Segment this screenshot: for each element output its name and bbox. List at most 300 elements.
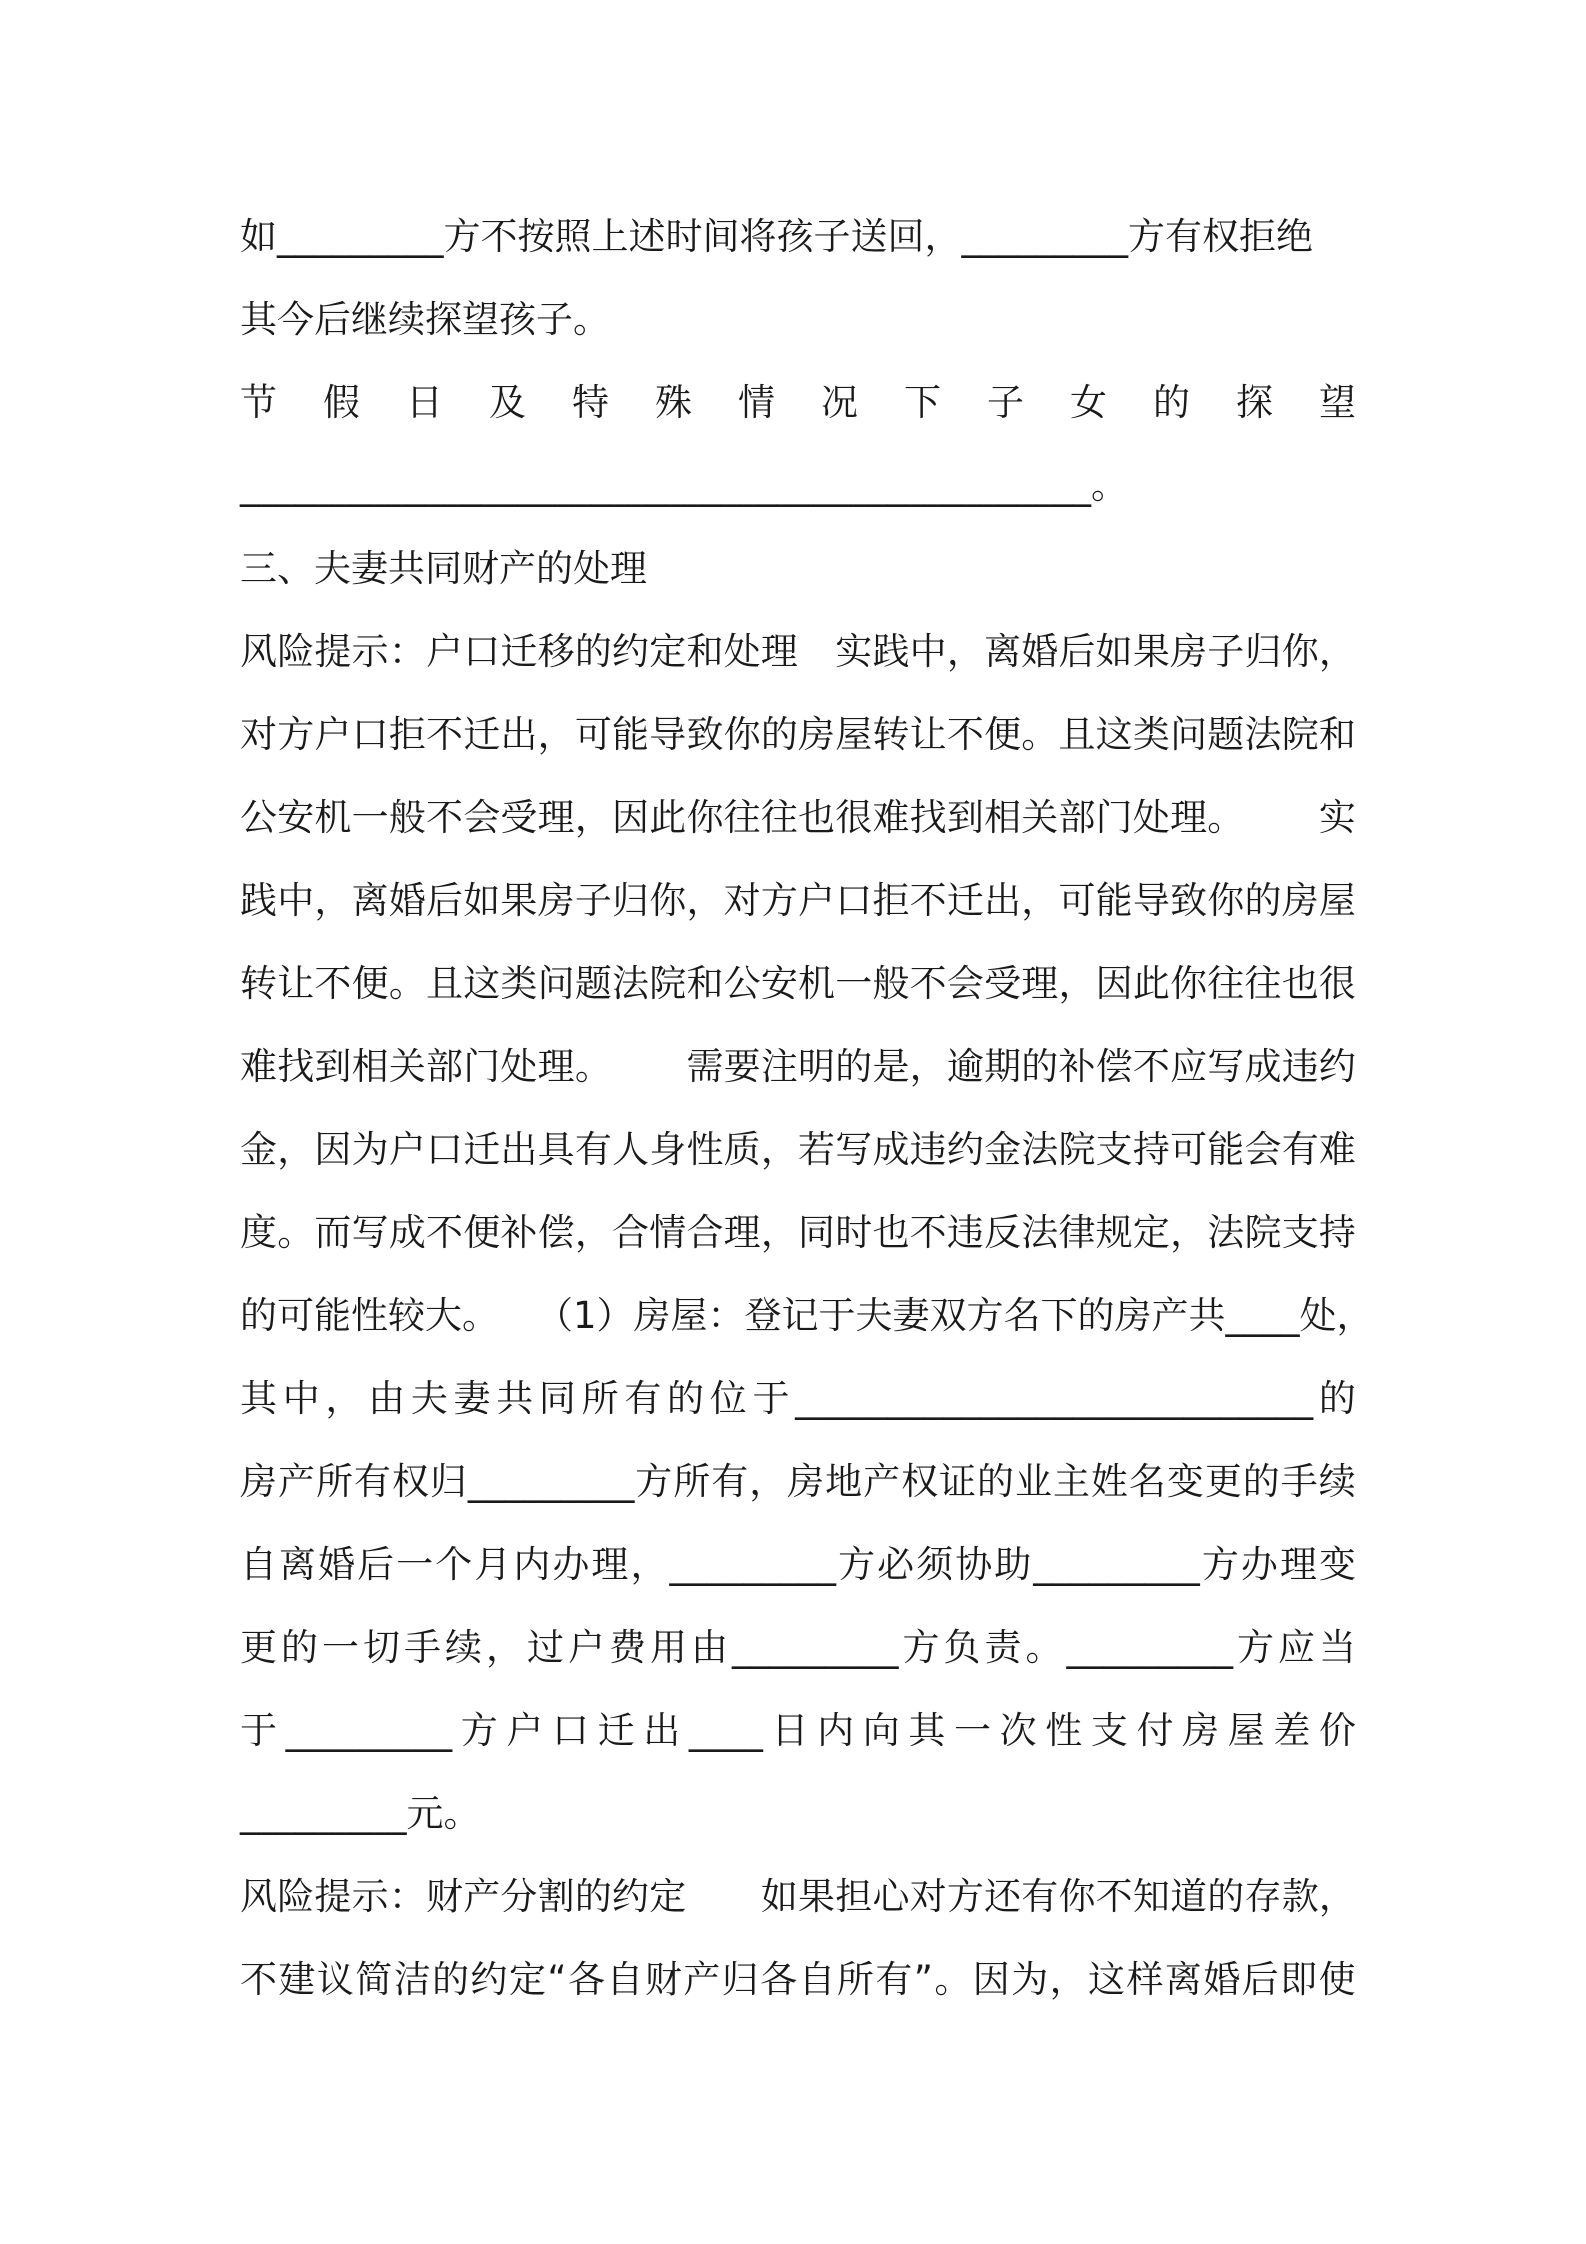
text-char: 的: [760, 713, 798, 756]
text-char: 处: [1132, 796, 1170, 839]
text-char: 自: [798, 1958, 836, 2001]
text-char: 迁: [500, 630, 538, 673]
text-char: _________: [1033, 1543, 1200, 1586]
text-char: 房: [1170, 630, 1208, 673]
text-char: 妻: [892, 1294, 930, 1337]
text-char: 望: [1319, 381, 1356, 424]
text-char: 性: [1045, 1709, 1083, 1752]
text-char: 能: [1095, 879, 1133, 922]
text-char: 。: [1207, 796, 1245, 839]
text-char: 合: [612, 1211, 650, 1254]
text-char: 受: [984, 962, 1022, 1005]
text-char: 公: [723, 962, 761, 1005]
text-char: 次: [999, 1709, 1037, 1752]
text-char: 难: [1318, 1128, 1356, 1171]
text-char: 一: [322, 1626, 359, 1669]
text-char: 便: [351, 962, 389, 1005]
text-char: 法: [612, 962, 650, 1005]
text-char: 续: [445, 1626, 482, 1669]
text-char: 。: [388, 962, 426, 1005]
text-char: 妻: [453, 1377, 491, 1420]
justified-text-line: [240, 1689, 1356, 1772]
text-char: 会: [946, 962, 984, 1005]
text-char: 机: [314, 796, 352, 839]
text-char: ：: [388, 1875, 426, 1918]
text-char: 安: [760, 962, 798, 1005]
text-char: [1244, 776, 1281, 859]
text-char: 相: [351, 1045, 389, 1088]
text-char: 后: [1058, 630, 1096, 673]
text-char: 也: [872, 1211, 910, 1254]
text-char: 归: [1244, 630, 1282, 673]
text-char: 离: [984, 630, 1022, 673]
text-char: 让: [909, 713, 947, 756]
text-char: 的: [1244, 879, 1282, 922]
text-char: 应: [1278, 1626, 1315, 1669]
text-char: 户: [506, 1709, 544, 1752]
text-char: 门: [463, 1045, 501, 1088]
text-char: 律: [1058, 1211, 1096, 1254]
text-char: 过: [527, 1626, 564, 1669]
justified-text-line: [240, 942, 1356, 1025]
text-char: 而: [314, 1211, 352, 1254]
text-char: 践: [872, 630, 910, 673]
text-char: 持: [1318, 1211, 1356, 1254]
text-char: 部: [1058, 796, 1096, 839]
text-char: ，: [630, 1543, 668, 1586]
text-char: 房: [787, 1460, 825, 1503]
text-char: 的: [1077, 1294, 1115, 1337]
text-char: 的: [1021, 1045, 1059, 1088]
text-char: 是: [872, 1045, 910, 1088]
text-char: 议: [316, 1958, 354, 2001]
text-char: 风: [240, 630, 277, 673]
text-char: [798, 610, 835, 693]
text-char: [612, 1025, 649, 1108]
text-char: 约: [612, 1875, 650, 1918]
text-char: 续: [1318, 1460, 1356, 1503]
text-char: 有: [1281, 1128, 1319, 1171]
text-char: 很: [1318, 962, 1356, 1005]
text-char: 期: [984, 1045, 1022, 1088]
text-char: 道: [1170, 1875, 1208, 1918]
text-char: 户: [568, 1626, 605, 1669]
text-char: ，: [946, 630, 984, 673]
text-char: 所: [315, 1460, 353, 1503]
text-char: 违: [909, 1128, 947, 1171]
text-char: 户: [388, 1128, 426, 1171]
justified-text-line: [240, 1606, 1356, 1689]
text-char: 不: [314, 962, 352, 1005]
text-char: 中: [282, 1377, 320, 1420]
text-char: 很: [835, 796, 873, 839]
text-char: 有: [1021, 1875, 1059, 1918]
text-char: 离: [351, 879, 389, 922]
text-char: 支: [1090, 1709, 1128, 1752]
text-char: 补: [500, 1211, 538, 1254]
text-char: 人: [612, 1128, 650, 1171]
text-char: 出: [500, 1128, 538, 1171]
text-char: 偿: [1095, 1045, 1133, 1088]
text-char: 便: [984, 713, 1022, 756]
text-char: 的: [574, 630, 612, 673]
text-char: 违: [946, 1211, 984, 1254]
text-char: ____: [1225, 1294, 1300, 1337]
text-char: 法: [1021, 1211, 1059, 1254]
text-char: 一: [835, 962, 873, 1005]
text-char: 婚: [388, 879, 426, 922]
text-char: 你: [649, 879, 687, 922]
text-char: 。: [574, 1045, 612, 1088]
text-char: 样: [1126, 1958, 1164, 2001]
text-char: 到: [314, 1045, 352, 1088]
justified-text-line: [240, 859, 1356, 942]
text-char: 出: [984, 879, 1022, 922]
text-char: 产: [863, 1460, 901, 1503]
text-char: 这: [463, 962, 501, 1005]
text-char: 类: [1132, 713, 1170, 756]
text-line: 如_________方不按照上述时间将孩子送回，_________方有权拒绝: [240, 215, 1313, 258]
text-char: ：: [388, 630, 426, 673]
text-char: 归: [429, 1460, 467, 1503]
text-char: 记: [781, 1294, 819, 1337]
text-char: 款: [1281, 1875, 1319, 1918]
text-char: 性: [686, 1128, 724, 1171]
text-char: 可: [1170, 1128, 1208, 1171]
text-char: 内: [513, 1543, 551, 1586]
text-char: ，: [574, 796, 612, 839]
text-char: 便: [463, 1211, 501, 1254]
text-char: ，: [574, 1211, 612, 1254]
text-char: 付: [1136, 1709, 1174, 1752]
text-char: 离: [279, 1543, 317, 1586]
text-char: ，: [1170, 1211, 1208, 1254]
text-char: 建: [278, 1958, 316, 2001]
text-char: 规: [1095, 1211, 1133, 1254]
text-char: 其: [908, 1709, 946, 1752]
text-char: 转: [872, 713, 910, 756]
text-char: 金: [984, 1128, 1022, 1171]
document-page: [240, 195, 1374, 2021]
text-char: 其: [240, 1377, 277, 1420]
text-char: 约: [470, 1958, 508, 2001]
text-char: 切: [363, 1626, 400, 1669]
text-char: 果: [1132, 630, 1170, 673]
justified-text-line: [240, 1357, 1356, 1440]
text-char: 约: [946, 1128, 984, 1171]
text-char: 存: [1244, 1875, 1282, 1918]
justified-text-line: [240, 610, 1356, 693]
text-char: 办: [552, 1543, 590, 1586]
text-char: 写: [351, 1211, 389, 1254]
text-char: 和: [686, 962, 724, 1005]
text-char: 你: [1170, 962, 1208, 1005]
text-char: 殊: [655, 381, 692, 424]
text-char: 找: [277, 1045, 315, 1088]
text-char: 不: [946, 713, 984, 756]
text-char: 后: [426, 879, 464, 922]
text-char: 简: [355, 1958, 393, 2001]
text-char: 理: [760, 630, 798, 673]
text-char: 类: [500, 962, 538, 1005]
text-char: 用: [650, 1626, 687, 1669]
text-char: 夫: [410, 1377, 448, 1420]
text-char: 权: [391, 1460, 429, 1503]
justified-text-line: [240, 693, 1356, 776]
text-char: 登: [744, 1294, 782, 1337]
text-char: 于: [818, 1294, 856, 1337]
text-char: 共: [496, 1377, 534, 1420]
text-char: 。: [934, 1958, 972, 2001]
text-char: 法: [1021, 1128, 1059, 1171]
text-char: 变: [1318, 1543, 1356, 1586]
text-char: 主: [1052, 1460, 1090, 1503]
text-char: [1282, 776, 1319, 859]
text-char: 产: [463, 1875, 501, 1918]
text-char: 理: [591, 1543, 629, 1586]
text-char: 同: [798, 1211, 836, 1254]
text-char: 婚: [318, 1543, 356, 1586]
text-char: 口: [463, 630, 501, 673]
text-char: （: [536, 1294, 573, 1337]
text-char: 因: [1095, 962, 1133, 1005]
text-char: 户: [426, 630, 464, 673]
text-char: 因: [314, 1128, 352, 1171]
text-char: 日: [771, 1709, 809, 1752]
text-char: 般: [388, 796, 426, 839]
text-char: 方: [966, 1294, 1004, 1337]
text-char: 往: [1244, 962, 1282, 1005]
text-char: 口: [835, 879, 873, 922]
text-char: 拒: [388, 713, 426, 756]
text-char: 的: [281, 1626, 318, 1669]
text-char: 院: [1244, 1211, 1282, 1254]
text-char: 具: [537, 1128, 575, 1171]
text-char: 能: [314, 1294, 351, 1337]
text-char: 也: [1281, 962, 1319, 1005]
text-char: ，: [760, 1211, 798, 1254]
text-char: [499, 1274, 536, 1357]
text-char: 须: [916, 1543, 954, 1586]
text-char: 日: [406, 381, 443, 424]
text-char: 况: [821, 381, 858, 424]
text-char: 因: [972, 1958, 1010, 2001]
text-char: 子: [987, 381, 1024, 424]
text-char: 离: [1164, 1958, 1202, 2001]
text-char: ，: [1021, 879, 1059, 922]
text-char: 财: [426, 1875, 464, 1918]
text-char: 。: [1025, 1626, 1063, 1669]
text-char: 不: [909, 1211, 947, 1254]
text-char: 房: [1114, 1294, 1152, 1337]
text-char: 致: [1170, 879, 1208, 922]
text-char: 安: [277, 796, 315, 839]
text-char: 成: [872, 1128, 910, 1171]
justified-text-line: [240, 1855, 1356, 1938]
text-char: 支: [1281, 1211, 1319, 1254]
text-char: 知: [1132, 1875, 1170, 1918]
text-char: 名: [1128, 1460, 1166, 1503]
text-char: 提: [314, 630, 352, 673]
text-char: 关: [388, 1045, 426, 1088]
text-char: 分: [500, 1875, 538, 1918]
text-char: 定: [649, 630, 687, 673]
text-char: 写: [835, 1128, 873, 1171]
text-char: 度: [240, 1211, 277, 1254]
text-char: 问: [537, 962, 575, 1005]
text-char: 理: [1279, 1543, 1317, 1586]
text-char: 。: [1021, 713, 1059, 756]
text-char: 也: [798, 796, 836, 839]
text-char: 所: [581, 1377, 619, 1420]
text-char: 大: [425, 1294, 462, 1337]
text-char: 房: [537, 879, 575, 922]
text-char: 般: [872, 962, 910, 1005]
text-char: 责: [984, 1626, 1022, 1669]
text-char: 方: [460, 1709, 498, 1752]
text-char: 同: [538, 1377, 576, 1420]
justified-text-line: [240, 1274, 1374, 1357]
text-char: 屋: [1318, 879, 1356, 922]
text-char: 一: [954, 1709, 991, 1752]
text-char: 不: [426, 713, 464, 756]
text-char: 合: [686, 1211, 724, 1254]
text-char: 所: [673, 1460, 711, 1503]
justified-text-line: [240, 1523, 1356, 1606]
text-char: 风: [240, 1875, 277, 1918]
text-char: ，: [1058, 962, 1096, 1005]
text-char: 割: [537, 1875, 575, 1918]
text-char: 约: [612, 630, 650, 673]
text-char: 有: [353, 1460, 391, 1503]
text-char: 权: [901, 1460, 939, 1503]
text-char: 让: [277, 962, 315, 1005]
text-char: 节: [240, 381, 277, 424]
text-char: 房: [1281, 879, 1319, 922]
text-char: ，: [1336, 1294, 1374, 1337]
text-char: 共: [1188, 1294, 1226, 1337]
text-char: ，: [314, 879, 352, 922]
text-char: 屋: [835, 713, 873, 756]
text-char: 对: [723, 879, 761, 922]
text-char: ，: [1049, 1958, 1087, 2001]
text-char: 还: [984, 1875, 1022, 1918]
text-char: 此: [1132, 962, 1170, 1005]
text-char: 门: [1095, 796, 1133, 839]
text-char: 归: [721, 1958, 759, 2001]
text-char: 双: [929, 1294, 967, 1337]
text-char: 偿: [537, 1211, 575, 1254]
text-char: 难: [872, 796, 910, 839]
text-char: 特: [572, 381, 609, 424]
text-char: 产: [277, 1460, 315, 1503]
text-char: 找: [909, 796, 947, 839]
text-char: 和: [686, 630, 724, 673]
text-char: ，: [760, 1128, 798, 1171]
text-char: ，: [1318, 630, 1356, 673]
text-char: 房: [633, 1294, 671, 1337]
text-char: 能: [1207, 1128, 1245, 1171]
text-char: 婚: [1021, 630, 1059, 673]
text-char: 不: [909, 962, 947, 1005]
text-char: 院: [649, 962, 687, 1005]
text-char: 转: [240, 962, 277, 1005]
text-char: 情: [649, 1211, 687, 1254]
text-char: 身: [649, 1128, 687, 1171]
text-char: 各: [760, 1958, 798, 2001]
text-char: 差: [1273, 1709, 1311, 1752]
text-char: 应: [1170, 1045, 1208, 1088]
text-char: 的: [1242, 1460, 1280, 1503]
text-line: ______________________________________________。: [240, 464, 1128, 507]
text-char: 理: [537, 1045, 575, 1088]
text-char: 不: [426, 796, 464, 839]
text-char: _________: [669, 1543, 837, 1586]
text-char: 支: [1095, 1128, 1133, 1171]
text-char: 问: [1170, 713, 1208, 756]
text-char: 处: [723, 630, 761, 673]
text-line: 其今后继续探望孩子。: [240, 298, 610, 341]
text-char: 屋: [670, 1294, 708, 1337]
text-char: 难: [240, 1045, 277, 1088]
text-char: 出: [500, 713, 538, 756]
text-char: 果: [500, 879, 538, 922]
text-char: [686, 1855, 723, 1938]
text-char: 注: [760, 1045, 798, 1088]
text-char: 方: [635, 1460, 673, 1503]
text-char: 子: [1207, 630, 1245, 673]
text-char: 办: [1240, 1543, 1278, 1586]
text-char: 明: [798, 1045, 836, 1088]
text-char: 子: [574, 879, 612, 922]
text-char: ，: [749, 1460, 787, 1503]
text-char: 写: [1207, 1045, 1245, 1088]
text-char: 1: [573, 1294, 597, 1337]
text-char: 实: [835, 630, 873, 673]
text-char: 的: [574, 1875, 612, 1918]
text-char: 婚: [1203, 1958, 1241, 2001]
text-char: 口: [351, 713, 389, 756]
text-char: 当: [1319, 1626, 1356, 1669]
text-char: 持: [1132, 1128, 1170, 1171]
text-char: ，: [277, 1128, 315, 1171]
text-char: 为: [351, 1128, 389, 1171]
text-char: 这: [1088, 1958, 1126, 2001]
text-char: 女: [1070, 381, 1107, 424]
text-char: 果: [798, 1875, 836, 1918]
text-char: 你: [723, 713, 761, 756]
text-char: 口: [552, 1709, 589, 1752]
text-char: 如: [760, 1875, 798, 1918]
text-char: 后: [357, 1543, 395, 1586]
text-char: 夫: [855, 1294, 893, 1337]
text-char: 金: [240, 1128, 277, 1171]
text-char: 于: [752, 1377, 790, 1420]
text-char: 会: [1244, 1128, 1282, 1171]
text-char: 对: [240, 713, 277, 756]
text-char: 方: [902, 1626, 940, 1669]
text-char: 更: [1204, 1460, 1242, 1503]
text-char: 逾: [946, 1045, 984, 1088]
text-char: 定: [1132, 1211, 1170, 1254]
text-char: 洁: [393, 1958, 431, 2001]
text-char: 相: [984, 796, 1022, 839]
text-char: 质: [723, 1128, 761, 1171]
text-char: 移: [537, 630, 575, 673]
text-char: ，: [686, 879, 724, 922]
text-char: 证: [939, 1460, 977, 1503]
text-char: 受: [500, 796, 538, 839]
